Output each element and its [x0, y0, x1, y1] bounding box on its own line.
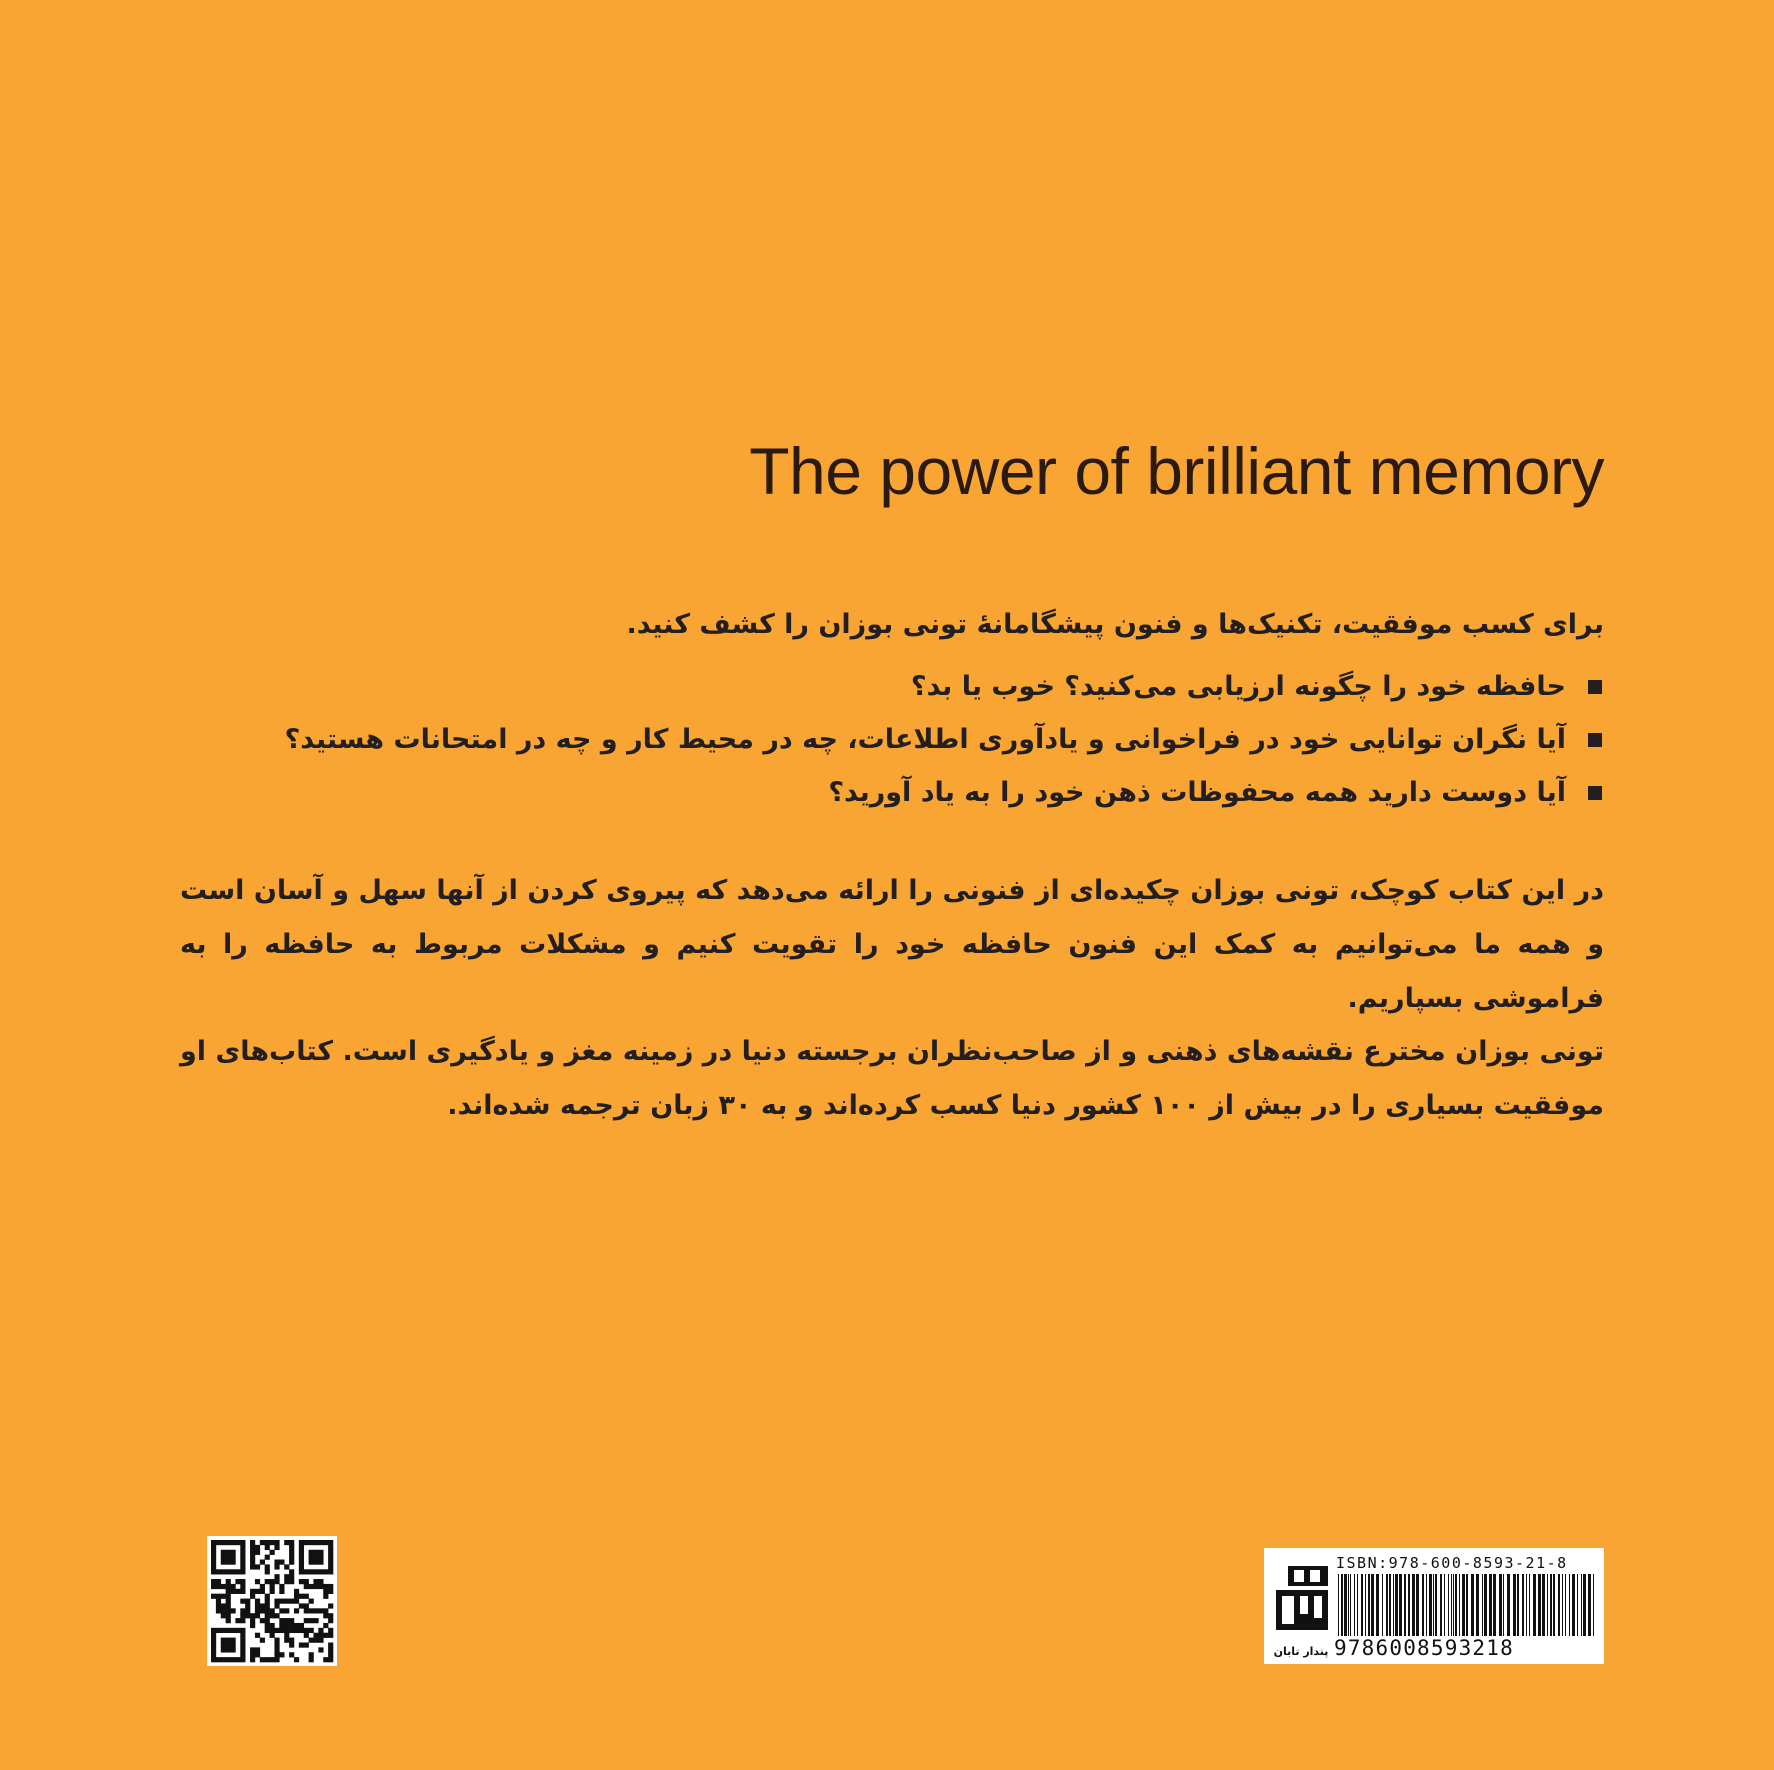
bullet-square-icon [1588, 733, 1602, 747]
bullet-text: آیا دوست دارید همه محفوظات ذهن خود را به یاد آورید؟ [828, 777, 1566, 808]
bullet-text: حافظه خود را چگونه ارزیابی می‌کنید؟ خوب یا بد؟ [910, 671, 1566, 702]
bullet-text: آیا نگران توانایی خود در فراخوانی و یادآوری اطلاعات، چه در محیط کار و چه در امتحانات هستید؟ [284, 724, 1566, 755]
isbn-barcode [1264, 1548, 1604, 1664]
intro-line: برای کسب موفقیت، تکنیک‌ها و فنون پیشگامانهٔ تونی بوزان را کشف کنید. [626, 609, 1604, 640]
isbn-label: ISBN:978-600-8593-21-8 [1336, 1554, 1568, 1572]
bullet-square-icon [1588, 786, 1602, 800]
bullet-item [285, 660, 1604, 713]
bullet-item [285, 713, 1604, 766]
barcode-digits: 9786008593218 [1334, 1636, 1514, 1660]
description-paragraph-1: در این کتاب کوچک، تونی بوزان چکیده‌ای از فنونی را ارائه می‌دهد که پیروی کردن از آنها سهل و آسان است و همه ما می‌توانیم به کمک این فنون حافظه خود را تقویت کنیم و مشکلات مربوط به حافظه را به فراموشی بسپاریم. [180, 875, 1604, 1014]
bullet-item [285, 766, 1604, 819]
barcode-icon [1336, 1574, 1598, 1636]
publisher-name: پندار تابان [1273, 1645, 1329, 1658]
description-paragraph-2: تونی بوزان مخترع نقشه‌های ذهنی و از صاحب‌نظران برجسته دنیا در زمینه مغز و یادگیری است. کتاب‌های او موفقیت بسیاری را در بیش از ۱۰۰ کشور دنیا کسب کرده‌اند و به ۳۰ زبان ترجمه شده‌اند. [180, 1036, 1604, 1121]
publisher-logo-icon [1272, 1562, 1330, 1654]
qr-code-icon [207, 1536, 337, 1666]
bullet-list [285, 660, 1604, 819]
bullet-square-icon [1588, 680, 1602, 694]
book-title: The power of brilliant memory [749, 434, 1604, 508]
